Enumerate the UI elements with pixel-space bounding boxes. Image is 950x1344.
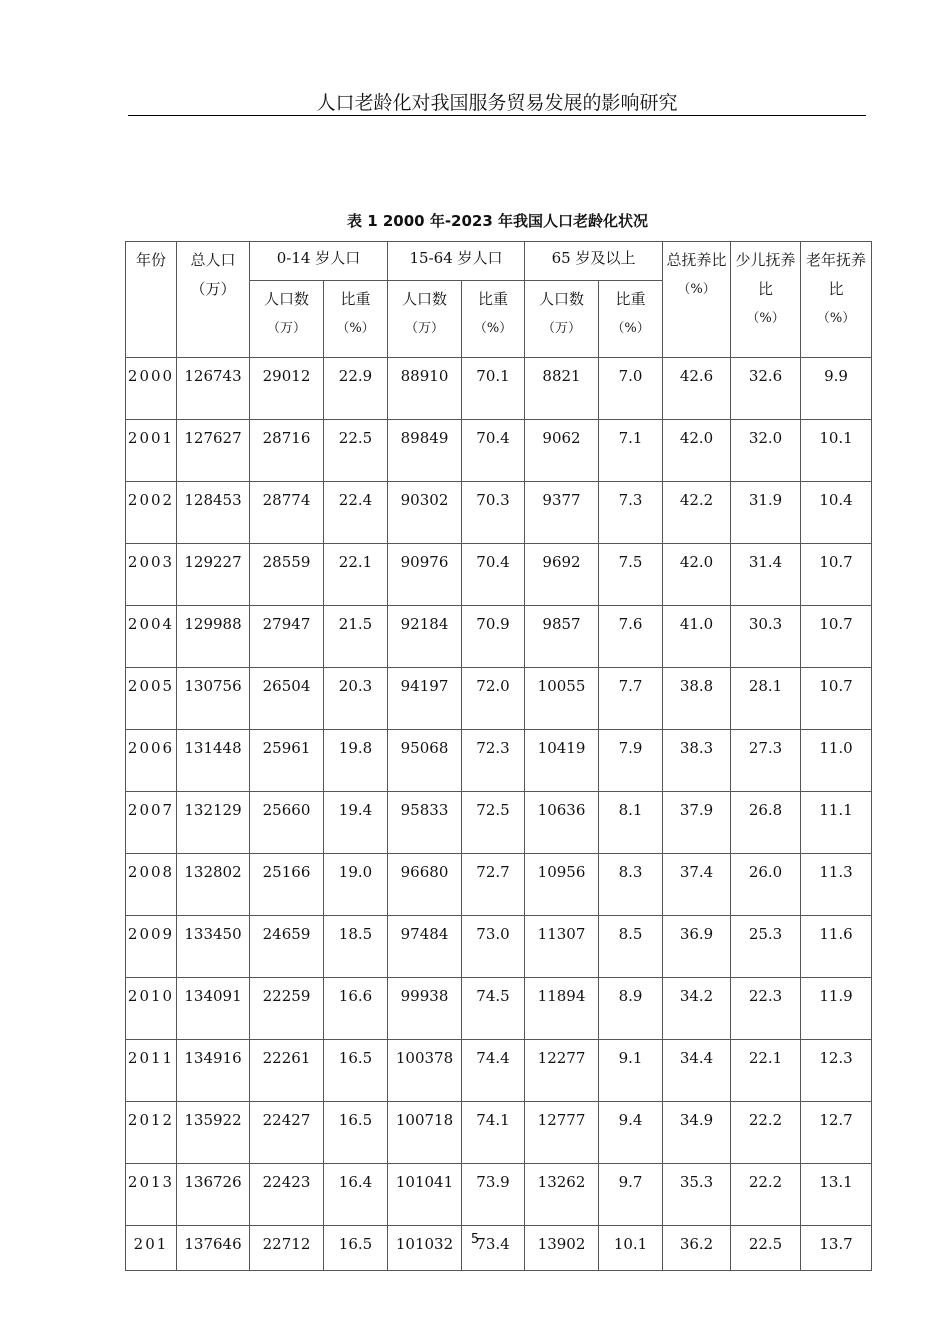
table-caption: 表 1 2000 年-2023 年我国人口老龄化状况 — [346, 212, 649, 230]
subheader-share-unit: （%） — [473, 321, 513, 336]
cell-share-15-64: 74.5 — [462, 978, 525, 1040]
cell-total-dependency: 42.0 — [663, 544, 731, 606]
cell-count-15-64: 99938 — [388, 978, 462, 1040]
cell-count-0-14: 28559 — [250, 544, 324, 606]
cell-old-dependency: 10.7 — [801, 544, 872, 606]
cell-total-dependency: 34.2 — [663, 978, 731, 1040]
cell-share-65-plus: 8.1 — [599, 792, 663, 854]
cell-total-population: 136726 — [177, 1164, 250, 1226]
cell-count-15-64: 100718 — [388, 1102, 462, 1164]
cell-count-15-64: 96680 — [388, 854, 462, 916]
cell-total-dependency: 36.2 — [663, 1226, 731, 1271]
table-row — [126, 1164, 872, 1226]
cell-count-15-64: 101041 — [388, 1164, 462, 1226]
subheader-share-15-64 — [462, 281, 525, 358]
cell-share-15-64: 72.5 — [462, 792, 525, 854]
header-age-0-14: 0-14 岁人口 — [250, 242, 388, 281]
cell-share-0-14: 16.6 — [324, 978, 388, 1040]
page-number: 5 — [470, 1232, 480, 1247]
header-age-15-64: 15-64 岁人口 — [388, 242, 525, 281]
cell-share-0-14: 20.3 — [324, 668, 388, 730]
cell-old-dependency: 10.4 — [801, 482, 872, 544]
cell-child-dependency: 31.4 — [731, 544, 801, 606]
header-child-dependency-label: 少儿抚养比 — [735, 251, 796, 298]
table-row — [126, 792, 872, 854]
cell-count-65-plus: 9692 — [525, 544, 599, 606]
cell-total-dependency: 42.0 — [663, 420, 731, 482]
cell-year: 2004 — [126, 606, 177, 668]
cell-share-0-14: 22.4 — [324, 482, 388, 544]
cell-old-dependency: 10.1 — [801, 420, 872, 482]
header-total-dependency-label: 总抚养比 — [666, 251, 727, 269]
header-year: 年份 — [126, 242, 177, 358]
subheader-count-unit: （万） — [542, 321, 582, 336]
cell-count-65-plus: 10055 — [525, 668, 599, 730]
cell-total-dependency: 38.3 — [663, 730, 731, 792]
cell-total-population: 130756 — [177, 668, 250, 730]
cell-old-dependency: 11.1 — [801, 792, 872, 854]
cell-total-dependency: 36.9 — [663, 916, 731, 978]
subheader-count-0-14 — [250, 281, 324, 358]
cell-total-dependency: 35.3 — [663, 1164, 731, 1226]
cell-old-dependency: 12.7 — [801, 1102, 872, 1164]
cell-share-0-14: 22.1 — [324, 544, 388, 606]
cell-total-population: 127627 — [177, 420, 250, 482]
cell-share-65-plus: 9.4 — [599, 1102, 663, 1164]
table-row — [126, 916, 872, 978]
cell-total-dependency: 37.9 — [663, 792, 731, 854]
cell-child-dependency: 22.2 — [731, 1164, 801, 1226]
cell-year: 2012 — [126, 1102, 177, 1164]
cell-share-15-64: 73.4 — [462, 1226, 525, 1271]
cell-old-dependency: 13.7 — [801, 1226, 872, 1271]
cell-share-0-14: 16.5 — [324, 1040, 388, 1102]
cell-share-65-plus: 7.5 — [599, 544, 663, 606]
header-old-dependency — [801, 242, 872, 358]
cell-count-0-14: 27947 — [250, 606, 324, 668]
cell-child-dependency: 30.3 — [731, 606, 801, 668]
header-total-dependency-unit: （%） — [677, 282, 716, 297]
cell-count-15-64: 90976 — [388, 544, 462, 606]
cell-count-15-64: 100378 — [388, 1040, 462, 1102]
subheader-count-15-64 — [388, 281, 462, 358]
cell-count-15-64: 94197 — [388, 668, 462, 730]
cell-count-0-14: 22712 — [250, 1226, 324, 1271]
cell-share-15-64: 70.3 — [462, 482, 525, 544]
cell-count-65-plus: 10956 — [525, 854, 599, 916]
header-old-dependency-label: 老年抚养比 — [806, 251, 867, 298]
cell-count-0-14: 26504 — [250, 668, 324, 730]
cell-share-15-64: 74.4 — [462, 1040, 525, 1102]
cell-total-population: 129988 — [177, 606, 250, 668]
cell-child-dependency: 32.0 — [731, 420, 801, 482]
cell-count-65-plus: 12277 — [525, 1040, 599, 1102]
subheader-share-0-14 — [324, 281, 388, 358]
cell-total-dependency: 38.8 — [663, 668, 731, 730]
running-header: 人口老龄化对我国服务贸易发展的影响研究 — [316, 92, 678, 114]
cell-total-population: 134916 — [177, 1040, 250, 1102]
cell-count-15-64: 92184 — [388, 606, 462, 668]
cell-year: 2010 — [126, 978, 177, 1040]
subheader-count-unit: （万） — [266, 321, 306, 336]
cell-count-65-plus: 10419 — [525, 730, 599, 792]
cell-count-65-plus: 9062 — [525, 420, 599, 482]
cell-total-dependency: 37.4 — [663, 854, 731, 916]
table-row — [126, 420, 872, 482]
cell-child-dependency: 22.2 — [731, 1102, 801, 1164]
cell-total-population: 128453 — [177, 482, 250, 544]
cell-old-dependency: 13.1 — [801, 1164, 872, 1226]
cell-share-15-64: 73.9 — [462, 1164, 525, 1226]
cell-share-15-64: 70.1 — [462, 358, 525, 420]
header-age-65-plus: 65 岁及以上 — [525, 242, 663, 281]
cell-year: 2002 — [126, 482, 177, 544]
cell-share-0-14: 21.5 — [324, 606, 388, 668]
cell-year: 2011 — [126, 1040, 177, 1102]
cell-count-65-plus: 12777 — [525, 1102, 599, 1164]
cell-count-15-64: 97484 — [388, 916, 462, 978]
cell-count-65-plus: 10636 — [525, 792, 599, 854]
cell-count-15-64: 95833 — [388, 792, 462, 854]
subheader-count-label: 人口数 — [401, 290, 447, 308]
cell-count-65-plus: 13262 — [525, 1164, 599, 1226]
cell-count-0-14: 24659 — [250, 916, 324, 978]
cell-total-population: 126743 — [177, 358, 250, 420]
cell-share-65-plus: 9.7 — [599, 1164, 663, 1226]
cell-total-population: 132129 — [177, 792, 250, 854]
table-row — [126, 668, 872, 730]
cell-count-15-64: 101032 — [388, 1226, 462, 1271]
subheader-share-unit: （%） — [611, 321, 650, 336]
cell-share-65-plus: 7.6 — [599, 606, 663, 668]
cell-year: 2007 — [126, 792, 177, 854]
cell-child-dependency: 26.0 — [731, 854, 801, 916]
subheader-count-unit: （万） — [404, 321, 444, 336]
cell-share-65-plus: 10.1 — [599, 1226, 663, 1271]
subheader-count-label: 人口数 — [539, 290, 585, 308]
cell-year: 2000 — [126, 358, 177, 420]
header-total-dependency — [663, 242, 731, 358]
cell-year: 201 — [126, 1226, 177, 1271]
cell-child-dependency: 22.1 — [731, 1040, 801, 1102]
cell-share-0-14: 19.8 — [324, 730, 388, 792]
cell-year: 2009 — [126, 916, 177, 978]
cell-total-population: 129227 — [177, 544, 250, 606]
subheader-share-label: 比重 — [340, 290, 371, 308]
cell-count-0-14: 25166 — [250, 854, 324, 916]
cell-share-0-14: 18.5 — [324, 916, 388, 978]
subheader-share-label: 比重 — [478, 290, 509, 308]
cell-total-dependency: 42.6 — [663, 358, 731, 420]
header-total-unit: （万） — [190, 280, 236, 298]
cell-total-population: 132802 — [177, 854, 250, 916]
population-aging-table — [125, 241, 872, 1271]
cell-total-population: 131448 — [177, 730, 250, 792]
cell-share-15-64: 70.4 — [462, 420, 525, 482]
cell-share-65-plus: 7.7 — [599, 668, 663, 730]
subheader-count-label: 人口数 — [263, 290, 309, 308]
cell-share-15-64: 72.3 — [462, 730, 525, 792]
cell-total-population: 133450 — [177, 916, 250, 978]
cell-share-0-14: 16.4 — [324, 1164, 388, 1226]
cell-count-0-14: 25961 — [250, 730, 324, 792]
cell-share-0-14: 16.5 — [324, 1102, 388, 1164]
cell-share-15-64: 73.0 — [462, 916, 525, 978]
cell-count-65-plus: 9857 — [525, 606, 599, 668]
table-row — [126, 544, 872, 606]
cell-child-dependency: 28.1 — [731, 668, 801, 730]
table-row — [126, 606, 872, 668]
cell-count-0-14: 29012 — [250, 358, 324, 420]
cell-count-0-14: 25660 — [250, 792, 324, 854]
table-head — [126, 242, 872, 358]
cell-count-0-14: 22259 — [250, 978, 324, 1040]
cell-old-dependency: 11.9 — [801, 978, 872, 1040]
cell-count-65-plus: 11307 — [525, 916, 599, 978]
cell-old-dependency: 11.0 — [801, 730, 872, 792]
header-total-label: 总人口 — [190, 251, 236, 269]
cell-year: 2005 — [126, 668, 177, 730]
cell-count-0-14: 28774 — [250, 482, 324, 544]
cell-share-65-plus: 7.0 — [599, 358, 663, 420]
cell-share-65-plus: 9.1 — [599, 1040, 663, 1102]
cell-total-population: 135922 — [177, 1102, 250, 1164]
header-rule — [128, 115, 866, 116]
subheader-share-unit: （%） — [336, 321, 375, 336]
cell-share-15-64: 72.0 — [462, 668, 525, 730]
cell-share-65-plus: 7.3 — [599, 482, 663, 544]
cell-share-15-64: 70.9 — [462, 606, 525, 668]
table-row — [126, 358, 872, 420]
cell-year: 2006 — [126, 730, 177, 792]
table-row — [126, 482, 872, 544]
cell-count-15-64: 89849 — [388, 420, 462, 482]
cell-count-65-plus: 13902 — [525, 1226, 599, 1271]
cell-child-dependency: 31.9 — [731, 482, 801, 544]
cell-share-65-plus: 8.3 — [599, 854, 663, 916]
cell-share-0-14: 19.0 — [324, 854, 388, 916]
cell-year: 2003 — [126, 544, 177, 606]
cell-old-dependency: 10.7 — [801, 668, 872, 730]
table-row — [126, 1102, 872, 1164]
cell-share-15-64: 74.1 — [462, 1102, 525, 1164]
cell-count-0-14: 22261 — [250, 1040, 324, 1102]
subheader-share-65-plus — [599, 281, 663, 358]
cell-share-15-64: 72.7 — [462, 854, 525, 916]
cell-child-dependency: 22.5 — [731, 1226, 801, 1271]
cell-count-15-64: 90302 — [388, 482, 462, 544]
cell-child-dependency: 32.6 — [731, 358, 801, 420]
cell-year: 2013 — [126, 1164, 177, 1226]
cell-total-population: 137646 — [177, 1226, 250, 1271]
cell-total-population: 134091 — [177, 978, 250, 1040]
table-row — [126, 730, 872, 792]
cell-count-0-14: 22423 — [250, 1164, 324, 1226]
cell-total-dependency: 42.2 — [663, 482, 731, 544]
header-child-dependency-unit: （%） — [746, 311, 785, 326]
cell-count-15-64: 88910 — [388, 358, 462, 420]
subheader-share-label: 比重 — [615, 290, 646, 308]
cell-count-65-plus: 11894 — [525, 978, 599, 1040]
cell-share-0-14: 22.5 — [324, 420, 388, 482]
table-body — [126, 358, 872, 1271]
cell-child-dependency: 25.3 — [731, 916, 801, 978]
cell-count-65-plus: 9377 — [525, 482, 599, 544]
cell-share-0-14: 16.5 — [324, 1226, 388, 1271]
cell-share-0-14: 19.4 — [324, 792, 388, 854]
cell-share-15-64: 70.4 — [462, 544, 525, 606]
header-child-dependency — [731, 242, 801, 358]
cell-count-0-14: 22427 — [250, 1102, 324, 1164]
cell-year: 2008 — [126, 854, 177, 916]
subheader-count-65-plus — [525, 281, 599, 358]
cell-old-dependency: 11.3 — [801, 854, 872, 916]
cell-total-dependency: 34.4 — [663, 1040, 731, 1102]
table-row — [126, 978, 872, 1040]
header-old-dependency-unit: （%） — [816, 311, 856, 326]
cell-count-15-64: 95068 — [388, 730, 462, 792]
cell-count-0-14: 28716 — [250, 420, 324, 482]
cell-child-dependency: 22.3 — [731, 978, 801, 1040]
cell-total-dependency: 34.9 — [663, 1102, 731, 1164]
cell-count-65-plus: 8821 — [525, 358, 599, 420]
cell-child-dependency: 26.8 — [731, 792, 801, 854]
cell-share-65-plus: 8.5 — [599, 916, 663, 978]
cell-year: 2001 — [126, 420, 177, 482]
cell-share-65-plus: 7.9 — [599, 730, 663, 792]
cell-share-65-plus: 7.1 — [599, 420, 663, 482]
cell-old-dependency: 9.9 — [801, 358, 872, 420]
table-row — [126, 854, 872, 916]
cell-total-dependency: 41.0 — [663, 606, 731, 668]
cell-old-dependency: 12.3 — [801, 1040, 872, 1102]
cell-share-0-14: 22.9 — [324, 358, 388, 420]
table-row — [126, 1040, 872, 1102]
cell-old-dependency: 11.6 — [801, 916, 872, 978]
cell-old-dependency: 10.7 — [801, 606, 872, 668]
cell-share-65-plus: 8.9 — [599, 978, 663, 1040]
cell-child-dependency: 27.3 — [731, 730, 801, 792]
header-total-population — [177, 242, 250, 358]
